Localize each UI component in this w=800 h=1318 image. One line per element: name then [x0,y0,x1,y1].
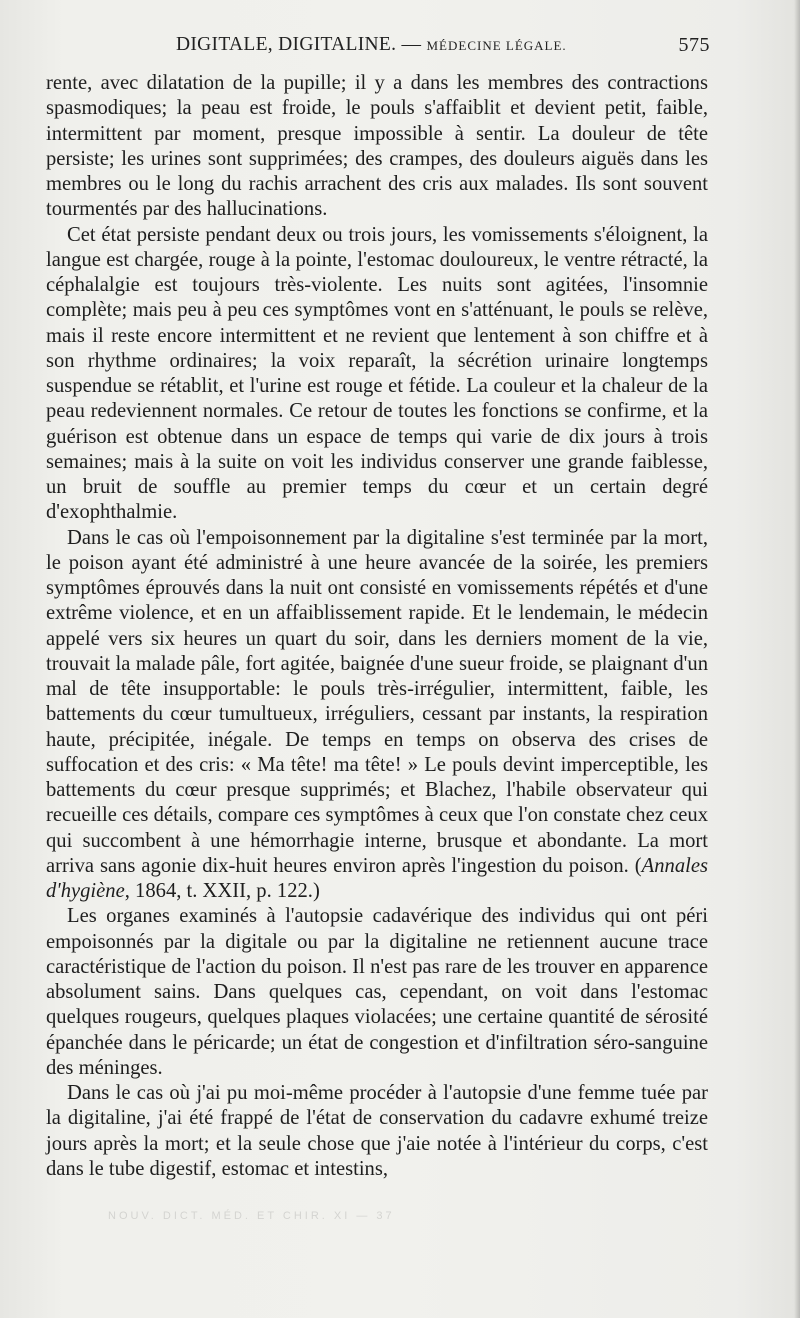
running-head [46,32,710,62]
show-through-footer: NOUV. DICT. MÉD. ET CHIR. XI — 37 [108,1210,395,1222]
running-head-section: MÉDECINE LÉGALE. [426,38,567,53]
page-number: 575 [678,34,710,56]
paragraph-4: Les organes examinés à l'autopsie cadavérique des individus qui ont péri empoisonnés par la digitale ou par la digitaline ne retiennent aucune trace caractéristique de l'action du poison. Il n'est pas rare de les trouver en apparence absolument sains. Dans quelques cas, cependant, on voit dans l'estomac quelques rougeurs, quelques plaques violacées; une certaine quantité de sérosité épanchée dans le péricarde; un état de congestion et d'infiltration séro-sanguine des méninges. [46,905,708,1079]
running-head-title [176,34,567,56]
page-edge-shadow [794,0,800,1318]
paragraph-3-text: Dans le cas où l'empoisonnement par la digitaline s'est terminée par la mort, le poison ayant été administré à une heure avancée de la soirée, les premiers symptômes éprouvés dans la nuit ont consisté en vomissements répétés et d'une extrême violence, et en un affaiblissement rapide. Et le lendemain, le médecin appelé vers six heures un quart du soir, dans les derniers moment de la vie, trouvait la malade pâle, fort agitée, baignée d'une sueur froide, se plaignant d'un mal de tête insupportable: le pouls très-irrégulier, intermittent, faible, les battements du cœur tumultueux, irréguliers, cessant par instants, la respiration haute, précipitée, inégale. De temps en temps on observa des crises de suffocation et des cris: « Ma tête! ma tête! » Le pouls devint imperceptible, les battements du cœur presque supprimés; et Blachez, l'habile observateur qui recueille ces détails, compare ces symptômes à ceux que l'on constate chez ceux qui succombent à une hémorrhagie interne, brusque et abondante. La mort arriva sans agonie dix-huit heures environ après l'ingestion du poison. ( [46,526,708,877]
paragraph-2: Cet état persiste pendant deux ou trois jours, les vomissements s'éloignent, la langue est chargée, rouge à la pointe, l'estomac douloureux, le ventre rétracté, la céphalalgie est toujours très-violente. Les nuits sont agitées, l'insomnie complète; mais peu à peu ces symptômes vont en s'atténuant, le pouls se relève, mais il reste encore intermittent et ne revient que lentement à son chiffre et à son rhythme ordinaires; la voix reparaît, la sécrétion urinaire longtemps suspendue se rétablit, et l'urine est rouge et fétide. La couleur et la chaleur de la peau redeviennent normales. Ce retour de toutes les fonctions se confirme, et la guérison est obtenue dans un espace de temps qui varie de dix jours à trois semaines; mais à la suite on voit les individus conserver une grande faiblesse, un bruit de souffle au premier temps du cœur et un certain degré d'exophthalmie. [46,223,708,524]
paragraph-1: rente, avec dilatation de la pupille; il y a dans les membres des contractions spasmodiques; la peau est froide, le pouls s'affaiblit et devient petit, faible, intermittent par moment, presque impossible à sentir. La douleur de tête persiste; les urines sont supprimées; des crampes, des douleurs aiguës dans les membres ou le long du rachis arrachent des cris aux malades. Ils sont souvent tourmentés par des hallucinations. [46,72,708,221]
running-head-main: DIGITALE, DIGITALINE. — [176,34,422,55]
citation-journal: Annales d'hygiène [46,854,708,902]
citation-details: , 1864, t. XXII, p. 122.) [124,880,320,902]
body-text [46,71,708,1182]
paragraph-3 [46,526,708,905]
paragraph-5: Dans le cas où j'ai pu moi-même procéder à l'autopsie d'une femme tuée par la digitaline, j'ai été frappé de l'état de conservation du cadavre exhumé treize jours après la mort; et la seule chose que j'aie notée à l'intérieur du corps, c'est dans le tube digestif, estomac et intestins, [46,1082,708,1180]
